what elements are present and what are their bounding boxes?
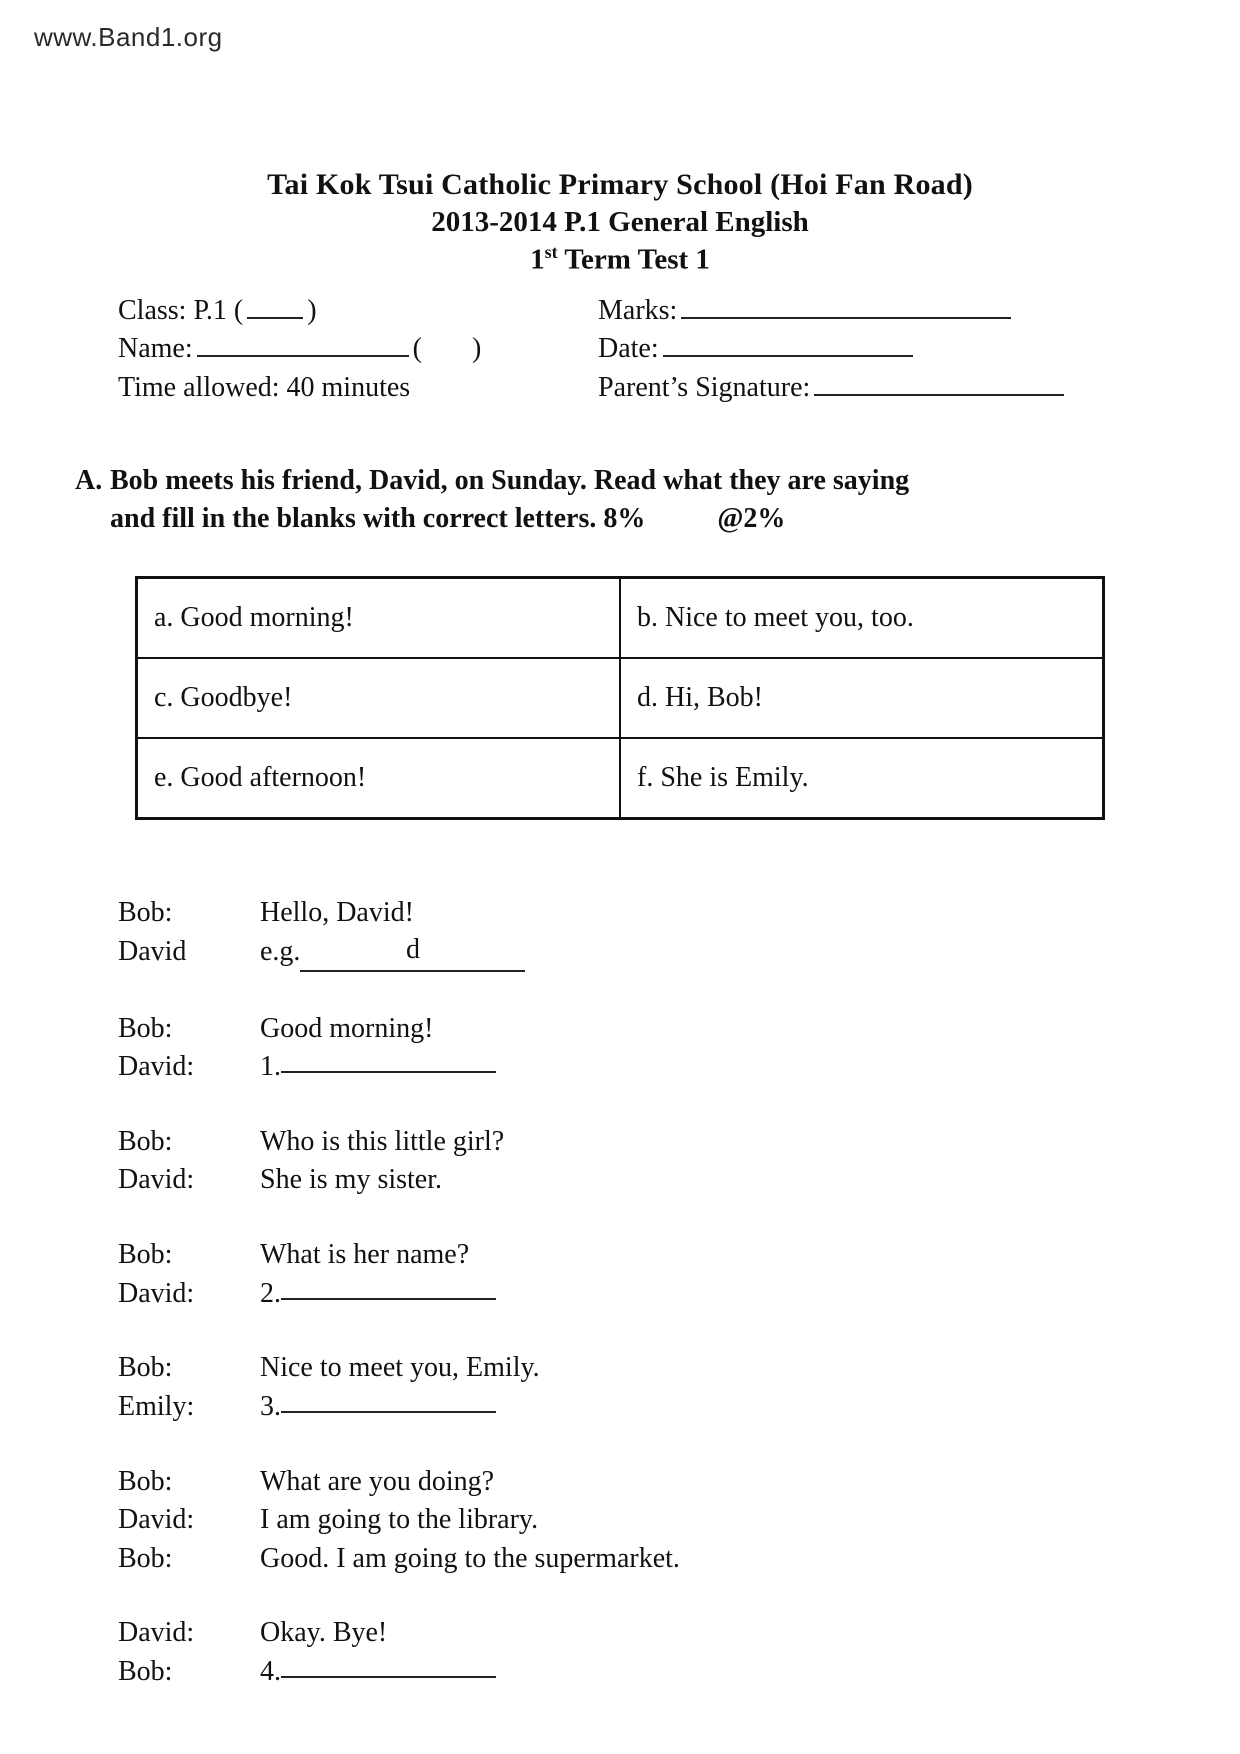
dialogue-speaker: Bob: bbox=[118, 1465, 173, 1497]
info-row-name-date bbox=[118, 329, 1178, 368]
table-row bbox=[137, 738, 1104, 819]
answer-blank-3[interactable] bbox=[281, 1387, 496, 1413]
choice-e: e. Good afternoon! bbox=[137, 738, 621, 819]
answer-blank-2[interactable] bbox=[281, 1274, 496, 1300]
name-paren-close: ) bbox=[471, 333, 482, 365]
dialogue-line bbox=[118, 1010, 1240, 1049]
school-name: Tai Kok Tsui Catholic Primary School (Hoi Fan Road) bbox=[267, 168, 973, 201]
date-label: Date: bbox=[598, 333, 659, 365]
dialogue-speaker: David bbox=[118, 935, 187, 967]
dialogue-text: Okay. Bye! bbox=[260, 1617, 388, 1649]
dialogue-text: Who is this little girl? bbox=[260, 1125, 505, 1157]
date-input-blank[interactable] bbox=[663, 329, 913, 357]
dialogue-speaker: Bob: bbox=[118, 1352, 173, 1384]
name-label: Name: bbox=[118, 333, 193, 365]
dialogue-group bbox=[118, 1349, 1240, 1426]
table-row bbox=[137, 658, 1104, 738]
dialogue-line bbox=[118, 933, 1240, 974]
info-row-class-marks bbox=[118, 291, 1178, 330]
marks-input-blank[interactable] bbox=[681, 291, 1011, 319]
question-number: 3. bbox=[260, 1390, 281, 1422]
dialogue-speaker: Bob: bbox=[118, 1542, 173, 1574]
dialogue-speaker: Bob: bbox=[118, 1012, 173, 1044]
dialogue-line bbox=[118, 1048, 1240, 1087]
dialogue-group bbox=[118, 1010, 1240, 1087]
dialogue-speaker: Bob: bbox=[118, 897, 173, 929]
signature-label: Parent’s Signature: bbox=[598, 371, 811, 403]
dialogue-group bbox=[118, 1236, 1240, 1313]
answer-choices-table bbox=[135, 576, 1105, 820]
dialogue-group bbox=[118, 894, 1240, 973]
dialogue-line bbox=[118, 1540, 1240, 1579]
class-input-blank[interactable] bbox=[247, 291, 303, 319]
term-title bbox=[0, 242, 1240, 277]
dialogue-speaker: David: bbox=[118, 1051, 195, 1083]
dialogue-speaker: Bob: bbox=[118, 1239, 173, 1271]
question-number: 4. bbox=[260, 1656, 281, 1688]
section-a-line-2 bbox=[110, 500, 1188, 538]
marks-field bbox=[598, 291, 1015, 330]
dialogue-line bbox=[118, 1349, 1240, 1388]
section-a-line-2-text: and fill in the blanks with correct letters. 8% bbox=[110, 503, 646, 535]
class-number-blank[interactable] bbox=[426, 331, 468, 357]
dialogue-speaker: David: bbox=[118, 1504, 195, 1536]
section-a-line-1: Bob meets his friend, David, on Sunday. Read what they are saying bbox=[110, 465, 910, 497]
dialogue-block bbox=[0, 894, 1240, 1691]
section-a-marks-each: @2% bbox=[717, 503, 786, 535]
question-number: 2. bbox=[260, 1277, 281, 1309]
dialogue-group bbox=[118, 1123, 1240, 1200]
dialogue-line bbox=[118, 1653, 1240, 1692]
student-info-block bbox=[0, 291, 1240, 407]
choice-d: d. Hi, Bob! bbox=[620, 658, 1104, 738]
choice-a: a. Good morning! bbox=[137, 578, 621, 659]
dialogue-line bbox=[118, 1501, 1240, 1540]
dialogue-text: Hello, David! bbox=[260, 897, 414, 929]
time-allowed-label: Time allowed: 40 minutes bbox=[118, 371, 411, 403]
dialogue-speaker: Bob: bbox=[118, 1656, 173, 1688]
marks-label: Marks: bbox=[598, 294, 678, 326]
choice-b: b. Nice to meet you, too. bbox=[620, 578, 1104, 659]
term-prefix: 1 bbox=[530, 243, 545, 276]
signature-field bbox=[598, 368, 1068, 407]
name-input-blank[interactable] bbox=[197, 329, 409, 357]
dialogue-speaker: David: bbox=[118, 1164, 195, 1196]
class-field bbox=[118, 291, 598, 330]
dialogue-line bbox=[118, 1236, 1240, 1275]
dialogue-speaker: David: bbox=[118, 1617, 195, 1649]
term-text: Term Test 1 bbox=[557, 243, 710, 276]
info-row-time-signature bbox=[118, 368, 1178, 407]
dialogue-speaker: Emily: bbox=[118, 1390, 195, 1422]
dialogue-group bbox=[118, 1614, 1240, 1691]
dialogue-text: She is my sister. bbox=[260, 1164, 443, 1196]
dialogue-text: I am going to the library. bbox=[260, 1504, 539, 1536]
example-answer-blank: d bbox=[300, 931, 525, 972]
exam-title: 2013-2014 P.1 General English bbox=[431, 206, 809, 238]
watermark-text: www.Band1.org bbox=[34, 22, 223, 52]
name-field bbox=[118, 329, 598, 368]
dialogue-line bbox=[118, 1275, 1240, 1314]
signature-input-blank[interactable] bbox=[814, 368, 1064, 396]
dialogue-line bbox=[118, 894, 1240, 933]
dialogue-line bbox=[118, 1388, 1240, 1427]
time-allowed-field bbox=[118, 369, 598, 407]
term-ordinal-suffix: st bbox=[544, 242, 558, 262]
document-header bbox=[0, 168, 1240, 277]
section-a-instructions bbox=[0, 462, 1240, 538]
dialogue-line bbox=[118, 1161, 1240, 1200]
dialogue-text: What is her name? bbox=[260, 1239, 470, 1271]
class-label: Class: P.1 ( bbox=[118, 294, 244, 326]
choice-f: f. She is Emily. bbox=[620, 738, 1104, 819]
answer-blank-1[interactable] bbox=[281, 1047, 496, 1073]
dialogue-line bbox=[118, 1463, 1240, 1502]
name-paren-open: ( bbox=[412, 333, 422, 365]
dialogue-text: Good morning! bbox=[260, 1012, 434, 1044]
dialogue-line bbox=[118, 1123, 1240, 1162]
question-number: 1. bbox=[260, 1051, 281, 1083]
dialogue-text: Nice to meet you, Emily. bbox=[260, 1352, 540, 1384]
section-a-letter: A. bbox=[75, 465, 103, 497]
table-row bbox=[137, 578, 1104, 659]
choice-c: c. Goodbye! bbox=[137, 658, 621, 738]
dialogue-text: What are you doing? bbox=[260, 1465, 495, 1497]
dialogue-speaker: Bob: bbox=[118, 1125, 173, 1157]
class-paren-close: ) bbox=[307, 294, 317, 326]
date-field bbox=[598, 329, 917, 368]
dialogue-text: e.g. bbox=[260, 935, 301, 967]
dialogue-text: Good. I am going to the supermarket. bbox=[260, 1542, 680, 1574]
dialogue-line bbox=[118, 1614, 1240, 1653]
dialogue-speaker: David: bbox=[118, 1277, 195, 1309]
dialogue-group bbox=[118, 1463, 1240, 1579]
answer-blank-4[interactable] bbox=[281, 1652, 496, 1678]
